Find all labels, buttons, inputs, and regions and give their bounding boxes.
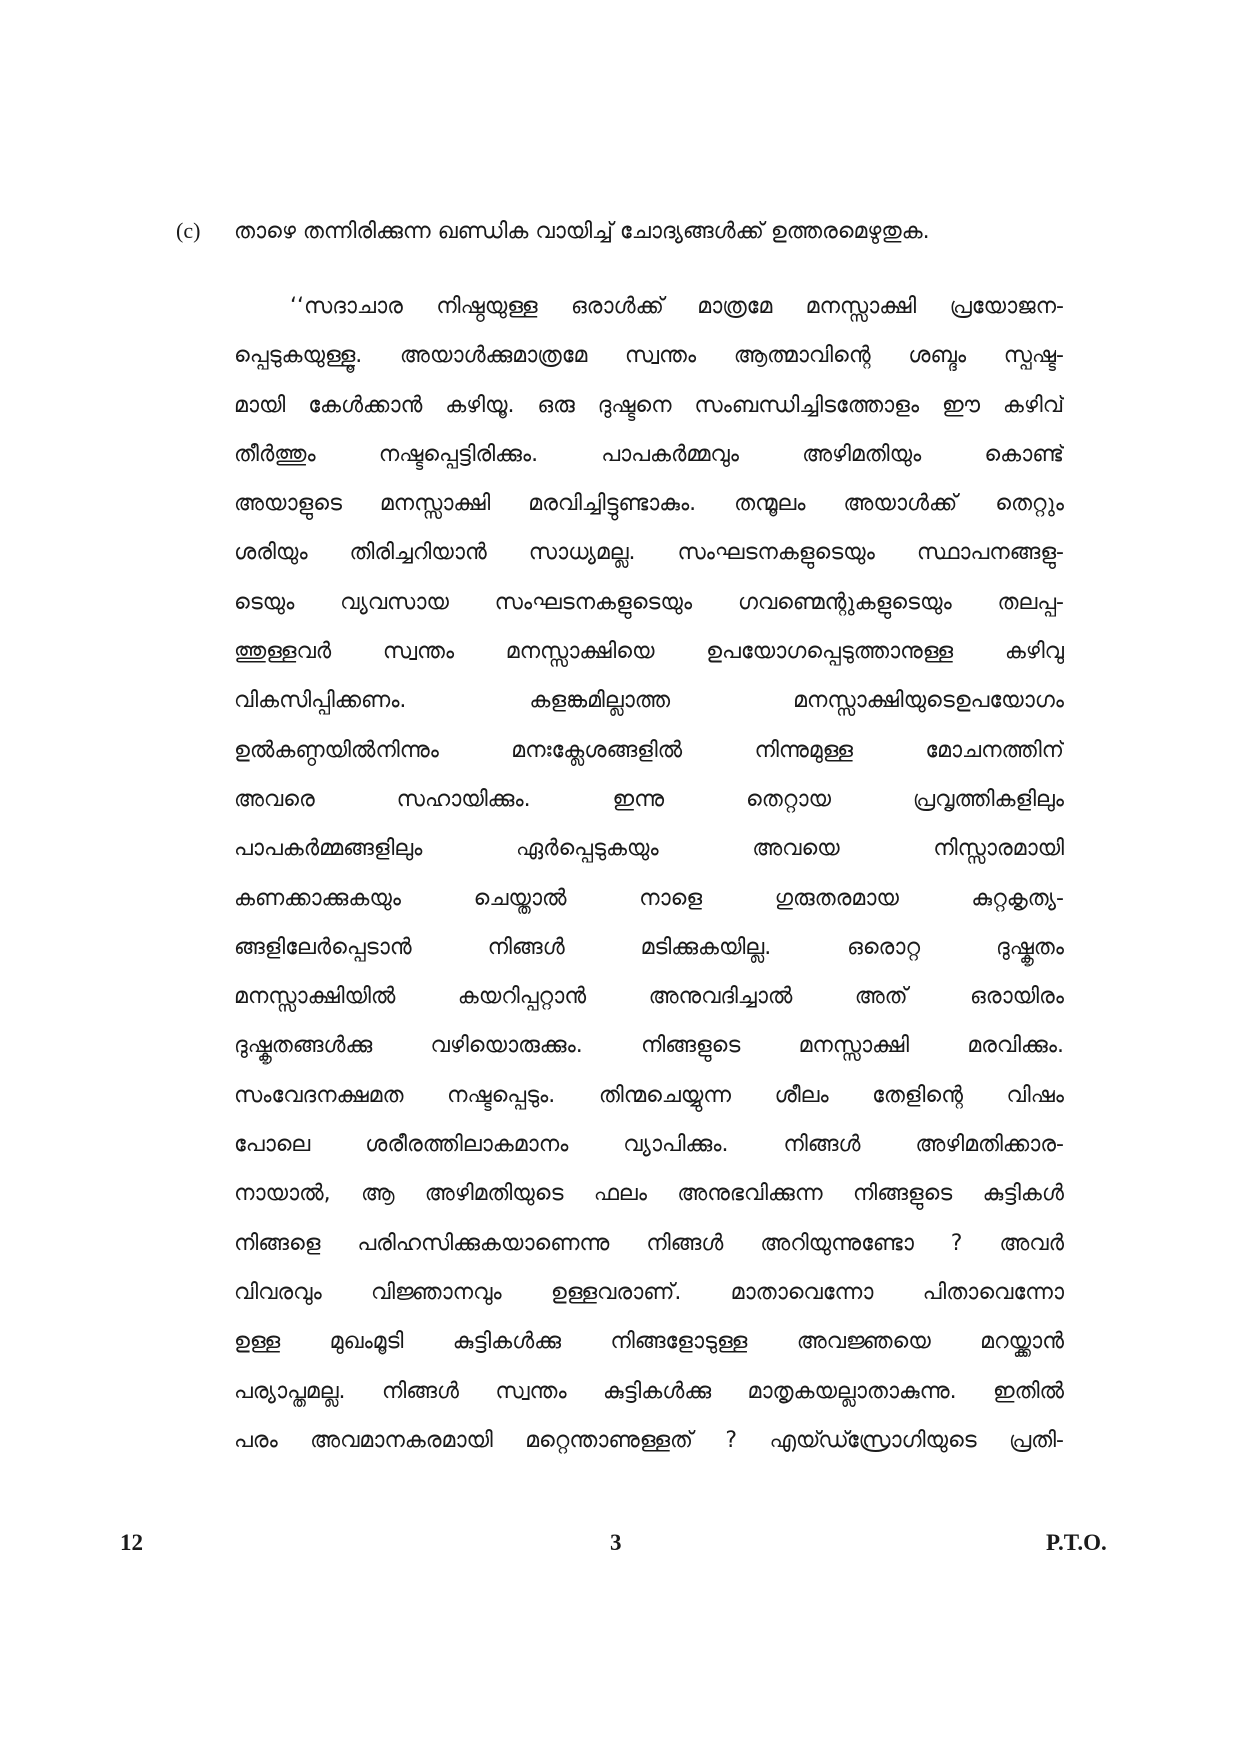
passage-line: നായാൽ, ആ അഴിമതിയുടെ ഫലം അനുഭവിക്കുന്ന നിങ്ങളുടെ കുട്ടികൾ: [234, 1181, 1064, 1207]
passage-line: പര്യാപ്തമല്ല. നിങ്ങൾ സ്വന്തം കുട്ടികൾക്കു മാതൃകയല്ലാതാകുന്നു. ഇതിൽ: [234, 1378, 1064, 1404]
passage-line: ശരിയും തിരിച്ചറിയാൻ സാധ്യമല്ല. സംഘടനകളുടെയും സ്ഥാപനങ്ങളു-: [234, 540, 1064, 566]
passage: [234, 282, 1064, 1465]
passage-line: പോലെ ശരീരത്തിലാകമാനം വ്യാപിക്കും. നിങ്ങൾ അഴിമതിക്കാര-: [234, 1132, 1064, 1158]
passage-line: അയാളുടെ മനസ്സാക്ഷി മരവിച്ചിട്ടുണ്ടാകും. തന്മൂലം അയാൾക്ക് തെറ്റും: [234, 491, 1064, 517]
passage-line: കണക്കാക്കുകയും ചെയ്താൽ നാളെ ഗുരുതരമായ കുറ്റകൃത്യ-: [234, 885, 1064, 911]
passage-line: ഉള്ള മുഖംമൂടി കുട്ടികൾക്കു നിങ്ങളോടുള്ള അവജ്ഞയെ മറയ്ക്കാൻ: [234, 1329, 1064, 1355]
passage-line: ത്തുള്ളവർ സ്വന്തം മനസ്സാക്ഷിയെ ഉപയോഗപ്പെടുത്താനുള്ള കഴിവു: [234, 639, 1064, 665]
passage-line: പ്പെടുകയുള്ളൂ. അയാൾക്കുമാത്രമേ സ്വന്തം ആത്മാവിന്റെ ശബ്ദം സ്പഷ്ട-: [234, 343, 1064, 369]
passage-line: ഉൽകണ്ഠയിൽനിന്നും മനഃക്ലേശങ്ങളിൽ നിന്നുമുള്ള മോചനത്തിന്: [234, 737, 1064, 763]
page-number: 3: [610, 1530, 622, 1555]
passage-line: ദുഷ്കൃതങ്ങൾക്കു വഴിയൊരുക്കും. നിങ്ങളുടെ മനസ്സാക്ഷി മരവിക്കും.: [234, 1033, 1064, 1059]
question-c: [176, 218, 1076, 244]
question-label: (c): [176, 218, 201, 243]
pto-label: P.T.O.: [1046, 1530, 1107, 1555]
passage-line: സംവേദനക്ഷമത നഷ്ടപ്പെടും. തിന്മചെയ്യുന്ന ശീലം തേളിന്റെ വിഷം: [234, 1082, 1064, 1108]
passage-line: നിങ്ങളെ പരിഹസിക്കുകയാണെന്നു നിങ്ങൾ അറിയുന്നുണ്ടോ ? അവർ: [234, 1230, 1064, 1256]
passage-line: ങ്ങളിലേർപ്പെടാൻ നിങ്ങൾ മടിക്കുകയില്ല. ഒരൊറ്റ ദുഷ്കൃതം: [234, 934, 1064, 960]
passage-line: ‘‘സദാചാര നിഷ്ഠയുള്ള ഒരാൾക്ക് മാത്രമേ മനസ്സാക്ഷി പ്രയോജന-: [290, 294, 1064, 319]
passage-line: മായി കേൾക്കാൻ കഴിയൂ. ഒരു ദുഷ്ടനെ സംബന്ധിച്ചിടത്തോളം ഈ കഴിവ്: [234, 392, 1064, 418]
passage-line: വികസിപ്പിക്കണം. കളങ്കമില്ലാത്ത മനസ്സാക്ഷിയുടെഉപയോഗം: [234, 688, 1064, 714]
passage-line: തീർത്തും നഷ്ടപ്പെട്ടിരിക്കും. പാപകർമ്മവും അഴിമതിയും കൊണ്ട്: [234, 441, 1064, 467]
passage-line: വിവരവും വിജ്ഞാനവും ഉള്ളവരാണ്. മാതാവെന്നോ പിതാവെന്നോ: [234, 1279, 1064, 1305]
question-instruction: താഴെ തന്നിരിക്കുന്ന ഖണ്ഡിക വായിച്ച് ചോദ്യങ്ങൾക്ക് ഉത്തരമെഴുതുക.: [234, 219, 930, 244]
passage-line: അവരെ സഹായിക്കും. ഇന്നു തെറ്റായ പ്രവൃത്തികളിലും: [234, 786, 1064, 812]
passage-line: പാപകർമ്മങ്ങളിലും ഏർപ്പെടുകയും അവയെ നിസ്സാരമായി: [234, 836, 1064, 862]
passage-line: പരം അവമാനകരമായി മറ്റെന്താണുള്ളത് ? എയ്ഡ്സ്രോഗിയുടെ പ്രതി-: [234, 1427, 1064, 1453]
passage-line: ടെയും വ്യവസായ സംഘടനകളുടെയും ഗവണ്മെന്റുകളുടെയും തലപ്പ-: [234, 589, 1064, 615]
passage-line: മനസ്സാക്ഷിയിൽ കയറിപ്പറ്റാൻ അനുവദിച്ചാൽ അത് ഒരായിരം: [234, 984, 1064, 1010]
paper-code: 12: [120, 1530, 143, 1555]
